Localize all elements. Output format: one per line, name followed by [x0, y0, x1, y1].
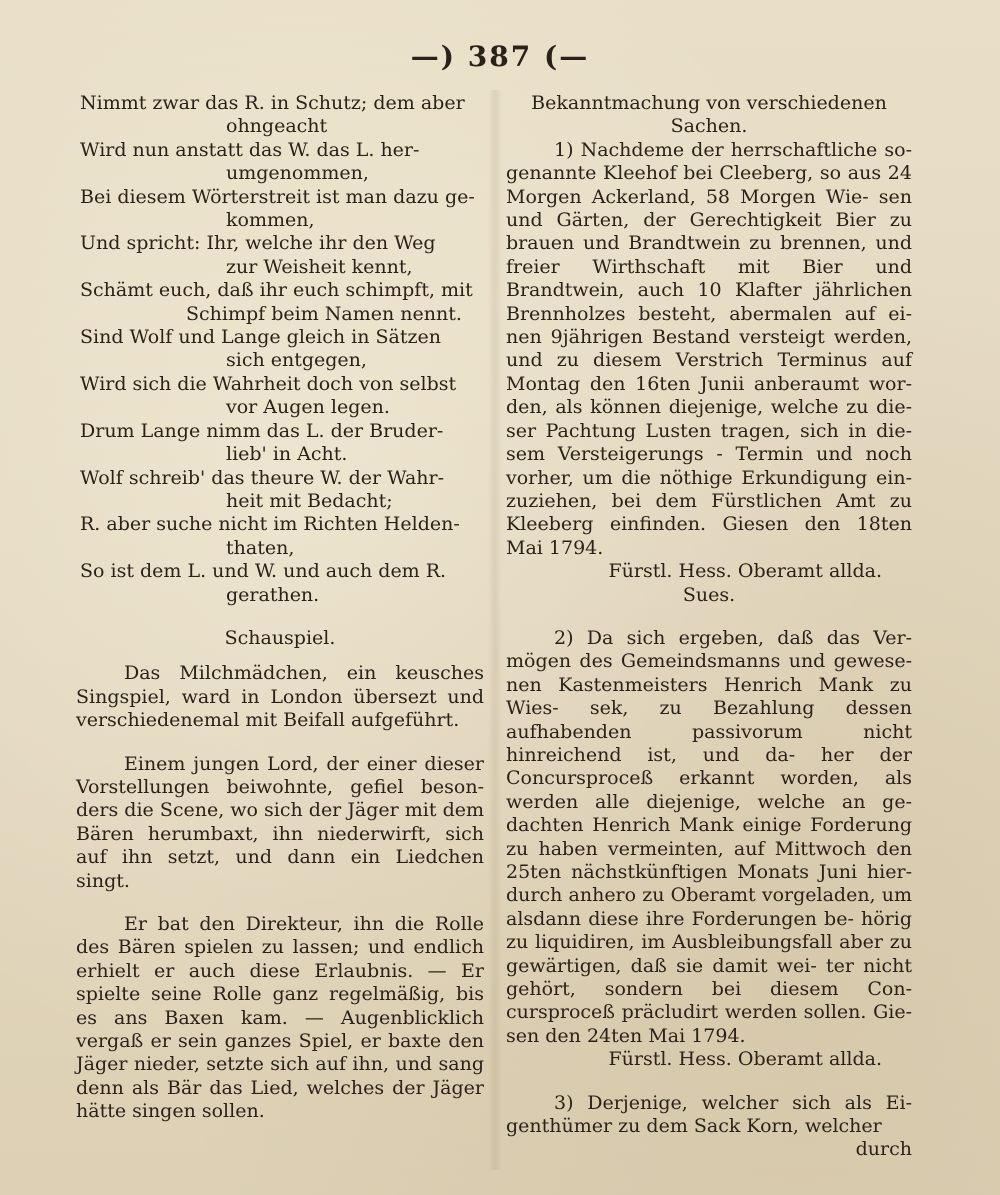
- spacer: [76, 893, 484, 913]
- verse-line: R. aber suche nicht im Richten Helden-: [80, 513, 460, 536]
- verse: [76, 513, 484, 560]
- section-title: Schauspiel.: [224, 626, 336, 649]
- verse-line: Wolf schreib' das theure W. der Wahr-: [80, 466, 445, 489]
- notices-heading-sub: Sachen.: [670, 115, 748, 138]
- verse-continuation: kommen,: [226, 209, 315, 232]
- verse-continuation: Schimpf beim Namen nennt.: [186, 302, 462, 325]
- verse-line: Schämt euch, daß ihr euch schimpft, mit: [80, 279, 473, 302]
- spacer: [76, 607, 484, 627]
- paragraph: Er bat den Direkteur, ihn die Rolle des Bären spielen zu lassen; und endlich erhielt er auch diese Erlaubnis. — Er spielte seine Rolle ganz regelmäßig, bis es ans Baxen kam. — Augenblicklich vergaß er sein ganzes Spiel, er baxte den Jäger nieder, setzte sich auf ihn, und sang denn als Bär das Lied, welches der Jäger hätte singen sollen.: [76, 913, 484, 1123]
- verse-continuation: gerathen.: [226, 583, 320, 606]
- notice-3: 3) Derjenige, welcher sich als Ei- genthümer zu dem Sack Korn, welcher: [506, 1091, 912, 1138]
- verse-continuation: heit mit Bedacht;: [226, 489, 393, 512]
- verse-continuation: ohngeacht: [226, 115, 328, 138]
- catchword: durch: [855, 1138, 912, 1161]
- paragraph: Einem jungen Lord, der einer dieser Vorstellungen beiwohnte, gefiel beson- ders die Scene, wo sich der Jäger mit dem Bären herumbaxt, ihn niederwirft, sich auf ihn setzt, und dann ein Liedchen singt.: [76, 752, 484, 892]
- verse: [76, 139, 484, 186]
- spacer: [506, 607, 912, 627]
- verse: [76, 560, 484, 607]
- notice-1-signer: Sues.: [682, 583, 736, 606]
- notice-1-signature: Fürstl. Hess. Oberamt allda.: [608, 560, 882, 583]
- paragraph: Das Milchmädchen, ein keusches Singspiel, ward in London übersezt und verschiedenemal mit Beifall aufgeführt.: [76, 662, 484, 732]
- notice-2-signature: Fürstl. Hess. Oberamt allda.: [608, 1048, 882, 1071]
- spacer: [506, 1072, 912, 1092]
- verse: [76, 186, 484, 233]
- page-number-header: —) 387 (—: [410, 40, 590, 73]
- verse-line: Sind Wolf und Lange gleich in Sätzen: [80, 326, 441, 349]
- verse-line: Nimmt zwar das R. in Schutz; dem aber: [80, 92, 465, 114]
- right-column: [506, 92, 912, 1162]
- verse: [76, 326, 484, 373]
- verse: [76, 467, 484, 514]
- verse-continuation: lieb' in Acht.: [226, 443, 348, 466]
- verse: [76, 92, 484, 139]
- spacer: [76, 733, 484, 753]
- page-gutter-shadow: [488, 90, 502, 1170]
- verse-line: Drum Lange nimm das L. der Bruder-: [80, 419, 444, 442]
- verse-continuation: zur Weisheit kennt,: [226, 255, 413, 278]
- notice-2: 2) Da sich ergeben, daß das Ver- mögen des Gemeindsmanns und gewese- nen Kastenmeisters Henrich Mank zu Wies- sek, zu Bezahlung dessen aufhabenden passivorum nicht hinreichend ist, und da- her der Concursproceß erkannt worden, als werden alle diejenige, welche an ge- dachten Henrich Mank einige Forderung zu haben vermeinten, auf Mittwoch den 25ten nächstkünftigen Monats Juni hier- durch anhero zu Oberamt vorgeladen, um alsdann diese ihre Forderungen be- hörig zu liquidiren, im Ausbleibungsfall aber zu gewärtigen, daß sie damit wei- ter nicht gehört, sondern bei diesem Con- cursproceß präcludirt werden sollen. Gie- sen den 24ten Mai 1794.: [506, 626, 912, 1047]
- verse-continuation: thaten,: [226, 536, 295, 559]
- verse-line: Und spricht: Ihr, welche ihr den Weg: [80, 232, 436, 255]
- verse-continuation: vor Augen legen.: [226, 396, 390, 419]
- verse-line: Wird nun anstatt das W. das L. her-: [80, 138, 420, 161]
- spacer: [76, 650, 484, 662]
- verse-line: Bei diesem Wörterstreit ist man dazu ge-: [80, 185, 475, 208]
- verse: [76, 232, 484, 279]
- left-column: [76, 92, 484, 1124]
- poem-stanza: [76, 92, 484, 607]
- verse-line: Wird sich die Wahrheit doch von selbst: [80, 372, 457, 395]
- verse: [76, 279, 484, 326]
- verse-line: So ist dem L. und W. und auch dem R.: [80, 560, 447, 583]
- verse: [76, 373, 484, 420]
- notices-heading: Bekanntmachung von verschiedenen: [531, 92, 887, 114]
- verse-continuation: umgenommen,: [226, 162, 369, 185]
- verse-continuation: sich entgegen,: [226, 349, 367, 372]
- verse: [76, 420, 484, 467]
- notice-1: 1) Nachdeme der herrschaftliche so- genannte Kleehof bei Cleeberg, so aus 24 Morgen Ackerland, 58 Morgen Wie- sen und Gärten, der Gerechtigkeit Bier zu brauen und Brandtwein zu brennen, und freier Wirthschaft mit Bier und Brandtwein, auch 10 Klafter jährlichen Brennholzes besteht, abermalen auf ei- nen 9jährigen Bestand versteigt werden, und zu diesem Verstrich Terminus auf Montag den 16ten Junii anberaumt wor- den, als können diejenige, welche zu die- ser Pachtung Lusten tragen, sich in die- sem Versteigerungs - Termin und noch vorher, um die nöthige Erkundigung ein- zuziehen, bei dem Fürstlichen Amt zu Kleeberg einfinden. Giesen den 18ten Mai 1794.: [506, 138, 912, 559]
